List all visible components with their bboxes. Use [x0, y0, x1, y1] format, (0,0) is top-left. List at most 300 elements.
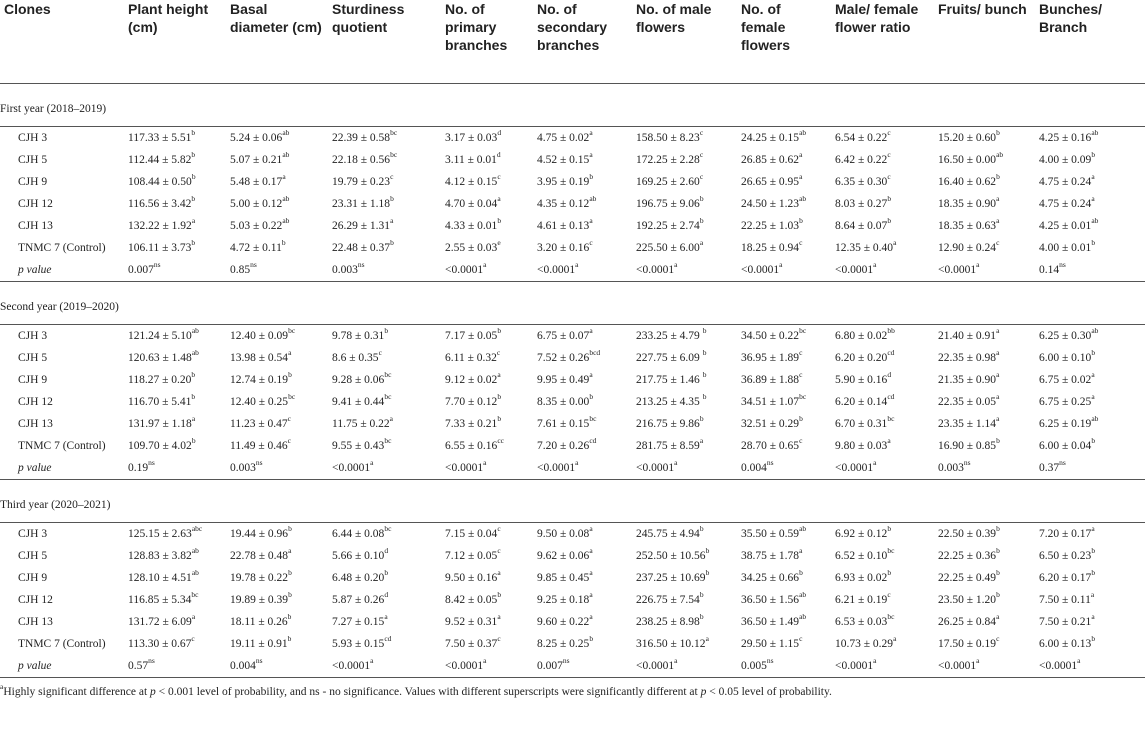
data-cell	[441, 545, 533, 567]
data-cell	[831, 523, 934, 546]
cell-superscript: a	[370, 656, 374, 666]
cell-superscript: b	[589, 634, 594, 644]
table-row	[0, 435, 1145, 457]
data-cell	[632, 523, 737, 546]
cell-superscript: a	[996, 194, 1000, 204]
cell-superscript: d	[384, 546, 389, 556]
cell-value: 4.70 ± 0.04	[445, 198, 498, 210]
data-cell	[632, 149, 737, 171]
footnote-text: Highly significant difference at	[3, 686, 151, 698]
cell-superscript: cc	[497, 436, 504, 446]
cell-superscript: bc	[887, 546, 895, 556]
data-cell	[124, 523, 226, 546]
cell-superscript: b	[1091, 436, 1096, 446]
clone-label: TNMC 7 (Control)	[18, 242, 106, 254]
data-cell	[441, 325, 533, 348]
cell-superscript: a	[674, 656, 678, 666]
cell-value: 5.90 ± 0.16	[835, 374, 888, 386]
p-value-row	[0, 655, 1145, 678]
clone-label: CJH 5	[18, 352, 48, 364]
cell-value: <0.0001	[445, 264, 484, 276]
spacer-row	[0, 480, 1145, 490]
cell-superscript: b	[191, 194, 196, 204]
data-cell	[533, 589, 632, 611]
cell-superscript: a	[589, 546, 593, 556]
data-cell	[441, 413, 533, 435]
cell-value: 6.55 ± 0.16	[445, 440, 498, 452]
cell-superscript: ns	[1059, 260, 1066, 270]
cell-value: <0.0001	[636, 462, 675, 474]
cell-value: 21.40 ± 0.91	[938, 330, 997, 342]
data-cell	[124, 149, 226, 171]
cell-value: 4.25 ± 0.01	[1039, 220, 1092, 232]
cell-value: 9.60 ± 0.22	[537, 616, 590, 628]
data-cell	[124, 347, 226, 369]
footnote-text: < 0.001 level of probability, and ns - no significance. Values with different superscripts were significantly different at	[155, 686, 701, 698]
data-cell	[737, 655, 831, 678]
cell-value: 8.6 ± 0.35	[332, 352, 379, 364]
cell-value: 9.12 ± 0.02	[445, 374, 498, 386]
cell-superscript: a	[1091, 612, 1095, 622]
data-cell	[934, 369, 1035, 391]
data-cell	[1035, 611, 1145, 633]
cell-value: 7.20 ± 0.17	[1039, 528, 1092, 540]
cell-value: 22.18 ± 0.56	[332, 154, 391, 166]
cell-superscript: b	[191, 370, 196, 380]
cell-superscript: a	[893, 634, 897, 644]
data-cell	[124, 611, 226, 633]
cell-value: 19.79 ± 0.23	[332, 176, 391, 188]
data-cell	[441, 215, 533, 237]
cell-superscript: ab	[191, 326, 199, 336]
data-cell	[226, 413, 328, 435]
cell-value: 36.50 ± 1.56	[741, 594, 800, 606]
cell-value: 6.35 ± 0.30	[835, 176, 888, 188]
data-cell	[1035, 149, 1145, 171]
cell-value: 0.19	[128, 462, 149, 474]
cell-value: 216.75 ± 9.86	[636, 418, 700, 430]
data-cell	[632, 633, 737, 655]
data-cell	[632, 259, 737, 282]
cell-superscript: a	[390, 216, 394, 226]
data-cell	[831, 567, 934, 589]
cell-superscript: a	[282, 172, 286, 182]
cell-value: 4.75 ± 0.02	[537, 132, 590, 144]
data-cell	[934, 611, 1035, 633]
clone-label: CJH 3	[18, 330, 48, 342]
data-cell	[831, 545, 934, 567]
data-cell	[632, 567, 737, 589]
data-cell	[737, 567, 831, 589]
data-cell	[328, 215, 441, 237]
cell-value: 5.24 ± 0.06	[230, 132, 283, 144]
header-row	[0, 0, 1145, 84]
section-title: Third year (2020–2021)	[0, 489, 1145, 523]
data-cell	[328, 589, 441, 611]
cell-value: 9.52 ± 0.31	[445, 616, 498, 628]
data-cell	[1035, 435, 1145, 457]
section-title: First year (2018–2019)	[0, 93, 1145, 127]
cell-value: 0.003	[938, 462, 964, 474]
cell-superscript: b	[705, 546, 710, 556]
data-cell	[533, 435, 632, 457]
cell-value: 7.61 ± 0.15	[537, 418, 590, 430]
cell-superscript: c	[996, 634, 1000, 644]
cell-superscript: c	[191, 634, 195, 644]
cell-value: 227.75 ± 6.09	[636, 352, 703, 364]
cell-superscript: ab	[799, 524, 807, 534]
cell-superscript: a	[699, 238, 704, 248]
data-cell	[831, 347, 934, 369]
cell-superscript: a	[996, 326, 1000, 336]
cell-value: 7.50 ± 0.21	[1039, 616, 1092, 628]
table-row	[0, 545, 1145, 567]
clone-label: TNMC 7 (Control)	[18, 638, 106, 650]
data-cell	[831, 127, 934, 150]
cell-value: 6.70 ± 0.31	[835, 418, 888, 430]
data-cell	[632, 369, 737, 391]
section-title: Second year (2019–2020)	[0, 291, 1145, 325]
clone-label: CJH 12	[18, 594, 53, 606]
cell-value: 9.95 ± 0.49	[537, 374, 590, 386]
cell-superscript: ab	[1091, 414, 1099, 424]
cell-superscript: ns	[357, 260, 365, 270]
cell-value: 237.25 ± 10.69	[636, 572, 706, 584]
data-cell	[831, 325, 934, 348]
data-cell	[226, 611, 328, 633]
cell-superscript: b	[996, 590, 1000, 600]
cell-superscript: c	[390, 172, 394, 182]
data-cell	[441, 611, 533, 633]
data-cell	[831, 215, 934, 237]
data-cell	[831, 259, 934, 282]
cell-value: 226.75 ± 7.54	[636, 594, 700, 606]
cell-superscript: a	[1091, 172, 1095, 182]
cell-superscript: a	[589, 612, 593, 622]
cell-superscript: cd	[887, 392, 895, 402]
cell-superscript: c	[497, 524, 501, 534]
cell-value: 108.44 ± 0.50	[128, 176, 192, 188]
cell-value: 22.25 ± 0.49	[938, 572, 997, 584]
cell-value: 131.97 ± 1.18	[128, 418, 192, 430]
cell-value: 12.90 ± 0.24	[938, 242, 997, 254]
cell-superscript: b	[996, 524, 1000, 534]
cell-value: 9.85 ± 0.45	[537, 572, 590, 584]
cell-value: 6.53 ± 0.03	[835, 616, 888, 628]
cell-value: 23.31 ± 1.18	[332, 198, 391, 210]
table-row	[0, 391, 1145, 413]
data-cell	[632, 655, 737, 678]
cell-value: 6.00 ± 0.10	[1039, 352, 1092, 364]
data-cell	[632, 413, 737, 435]
cell-superscript: bc	[799, 392, 807, 402]
cell-value: 252.50 ± 10.56	[636, 550, 706, 562]
data-cell	[226, 633, 328, 655]
cell-value: 6.80 ± 0.02	[835, 330, 888, 342]
cell-value: 22.78 ± 0.48	[230, 550, 289, 562]
cell-value: 28.70 ± 0.65	[741, 440, 800, 452]
cell-value: 117.33 ± 5.51	[128, 132, 192, 144]
cell-superscript: a	[589, 568, 593, 578]
cell-value: 18.25 ± 0.94	[741, 242, 800, 254]
cell-value: 32.51 ± 0.29	[741, 418, 800, 430]
cell-value: 9.50 ± 0.16	[445, 572, 498, 584]
cell-value: 6.11 ± 0.32	[445, 352, 497, 364]
cell-value: 34.25 ± 0.66	[741, 572, 800, 584]
cell-value: 18.35 ± 0.90	[938, 198, 997, 210]
cell-value: 9.55 ± 0.43	[332, 440, 385, 452]
cell-superscript: a	[996, 348, 1000, 358]
cell-superscript: d	[497, 128, 502, 138]
cell-value: 9.41 ± 0.44	[332, 396, 385, 408]
data-cell	[226, 127, 328, 150]
cell-superscript: ab	[799, 128, 807, 138]
p-value-label: p value	[0, 259, 124, 282]
cell-superscript: a	[589, 128, 593, 138]
data-cell	[632, 589, 737, 611]
cell-superscript: ns	[766, 656, 774, 666]
cell-superscript: c	[699, 172, 704, 182]
cell-superscript: ns	[562, 656, 570, 666]
cell-superscript: a	[996, 216, 1000, 226]
cell-value: 23.35 ± 1.14	[938, 418, 997, 430]
cell-value: 169.25 ± 2.60	[636, 176, 700, 188]
cell-value: 12.40 ± 0.25	[230, 396, 289, 408]
cell-value: 15.20 ± 0.60	[938, 132, 997, 144]
cell-value: 10.73 ± 0.29	[835, 638, 894, 650]
data-cell	[533, 259, 632, 282]
cell-value: 36.50 ± 1.49	[741, 616, 800, 628]
cell-superscript: b	[699, 590, 704, 600]
data-cell	[737, 347, 831, 369]
cell-value: 6.75 ± 0.02	[1039, 374, 1092, 386]
data-cell	[934, 633, 1035, 655]
cell-value: 6.00 ± 0.04	[1039, 440, 1092, 452]
data-cell	[124, 435, 226, 457]
cell-superscript: ns	[255, 656, 263, 666]
cell-superscript: a	[1091, 370, 1095, 380]
p-value-label: p value	[0, 457, 124, 480]
cell-superscript: b	[702, 370, 707, 380]
footnote-text: < 0.05 level of probability.	[706, 686, 832, 698]
data-cell	[328, 567, 441, 589]
data-cell	[533, 127, 632, 150]
cell-superscript: b	[996, 568, 1000, 578]
cell-value: <0.0001	[938, 660, 977, 672]
cell-value: 128.83 ± 3.82	[128, 550, 192, 562]
cell-superscript: b	[1091, 634, 1096, 644]
table-body	[0, 84, 1145, 678]
cell-value: 23.50 ± 1.20	[938, 594, 997, 606]
cell-value: 8.42 ± 0.05	[445, 594, 498, 606]
cell-value: 12.35 ± 0.40	[835, 242, 894, 254]
table-footnote	[0, 678, 1145, 698]
cell-superscript: b	[1091, 348, 1096, 358]
cell-value: 19.11 ± 0.91	[230, 638, 288, 650]
cell-value: 0.007	[128, 264, 154, 276]
data-cell	[533, 149, 632, 171]
cell-value: 12.74 ± 0.19	[230, 374, 289, 386]
data-cell	[533, 655, 632, 678]
cell-superscript: b	[887, 194, 892, 204]
cell-value: 34.51 ± 1.07	[741, 396, 800, 408]
cell-superscript: a	[1091, 194, 1095, 204]
cell-value: 6.00 ± 0.13	[1039, 638, 1092, 650]
cell-superscript: c	[799, 436, 803, 446]
data-cell	[124, 567, 226, 589]
cell-superscript: ns	[255, 458, 263, 468]
cell-value: 7.15 ± 0.04	[445, 528, 498, 540]
cell-superscript: b	[699, 524, 704, 534]
cell-value: 9.28 ± 0.06	[332, 374, 385, 386]
cell-value: 4.61 ± 0.13	[537, 220, 590, 232]
data-cell	[441, 457, 533, 480]
cell-value: 132.22 ± 1.92	[128, 220, 192, 232]
cell-value: 116.85 ± 5.34	[128, 594, 192, 606]
cell-superscript: c	[589, 238, 593, 248]
cell-value: 217.75 ± 1.46	[636, 374, 703, 386]
cell-superscript: a	[873, 458, 877, 468]
data-cell	[328, 171, 441, 193]
data-cell	[441, 589, 533, 611]
clone-label: CJH 9	[18, 572, 48, 584]
cell-superscript: b	[702, 326, 707, 336]
data-cell	[737, 457, 831, 480]
cell-superscript: abc	[191, 524, 203, 534]
data-cell	[226, 149, 328, 171]
section-header-row	[0, 93, 1145, 127]
cell-value: 8.35 ± 0.00	[537, 396, 590, 408]
table-row	[0, 369, 1145, 391]
cell-superscript: ns	[766, 458, 774, 468]
cell-value: 16.40 ± 0.62	[938, 176, 997, 188]
cell-superscript: b	[287, 612, 292, 622]
col-header: Clones	[0, 0, 124, 84]
data-cell	[831, 369, 934, 391]
table-row	[0, 347, 1145, 369]
data-cell	[632, 611, 737, 633]
cell-value: 8.25 ± 0.25	[537, 638, 590, 650]
cell-value: 116.56 ± 3.42	[128, 198, 192, 210]
data-cell	[124, 545, 226, 567]
col-header: Basal diameter (cm)	[226, 0, 328, 84]
cell-superscript: bc	[384, 436, 392, 446]
cell-superscript: a	[483, 458, 487, 468]
cell-value: 18.11 ± 0.26	[230, 616, 288, 628]
data-cell	[124, 413, 226, 435]
data-cell	[632, 457, 737, 480]
data-cell	[328, 259, 441, 282]
cell-value: <0.0001	[332, 660, 371, 672]
cell-superscript: a	[996, 612, 1000, 622]
data-cell	[328, 193, 441, 215]
data-cell	[533, 369, 632, 391]
cell-superscript: a	[288, 546, 292, 556]
data-cell	[533, 633, 632, 655]
cell-superscript: c	[378, 348, 382, 358]
data-cell	[124, 325, 226, 348]
p-value-row	[0, 457, 1145, 480]
cell-superscript: ab	[191, 546, 199, 556]
cell-value: <0.0001	[835, 264, 874, 276]
cell-superscript: d	[384, 590, 389, 600]
cell-value: 0.003	[230, 462, 256, 474]
data-cell	[1035, 545, 1145, 567]
cell-superscript: a	[1091, 392, 1095, 402]
data-cell	[328, 369, 441, 391]
cell-superscript: c	[699, 128, 704, 138]
data-cell	[934, 259, 1035, 282]
data-cell	[226, 391, 328, 413]
data-cell	[328, 611, 441, 633]
cell-value: 6.20 ± 0.20	[835, 352, 888, 364]
table-row	[0, 413, 1145, 435]
cell-superscript: ab	[799, 194, 807, 204]
cell-superscript: b	[699, 216, 704, 226]
cell-superscript: b	[191, 150, 196, 160]
cell-superscript: ab	[799, 590, 807, 600]
data-cell	[831, 611, 934, 633]
cell-superscript: b	[705, 568, 710, 578]
cell-value: 4.12 ± 0.15	[445, 176, 498, 188]
col-header: Bunches/ Branch	[1035, 0, 1145, 84]
data-cell	[632, 215, 737, 237]
cell-superscript: bc	[390, 150, 398, 160]
clone-label: CJH 9	[18, 176, 48, 188]
cell-superscript: b	[996, 436, 1000, 446]
data-cell	[934, 237, 1035, 259]
clone-label: CJH 13	[18, 616, 53, 628]
cell-superscript: a	[799, 150, 803, 160]
data-cell	[1035, 655, 1145, 678]
cell-superscript: c	[497, 546, 501, 556]
data-cell	[533, 567, 632, 589]
cell-superscript: c	[887, 150, 891, 160]
cell-value: 22.48 ± 0.37	[332, 242, 391, 254]
cell-value: 16.90 ± 0.85	[938, 440, 997, 452]
data-cell	[533, 215, 632, 237]
cell-superscript: b	[384, 326, 389, 336]
data-cell	[831, 435, 934, 457]
cell-value: 0.004	[741, 462, 767, 474]
cell-value: 36.95 ± 1.89	[741, 352, 800, 364]
cell-superscript: b	[1091, 568, 1096, 578]
cell-value: 38.75 ± 1.78	[741, 550, 800, 562]
cell-value: 213.25 ± 4.35	[636, 396, 703, 408]
table-row	[0, 237, 1145, 259]
table-row	[0, 589, 1145, 611]
cell-value: 12.40 ± 0.09	[230, 330, 289, 342]
col-header: No. of female flowers	[737, 0, 831, 84]
cell-value: 6.75 ± 0.07	[537, 330, 590, 342]
data-cell	[632, 391, 737, 413]
col-header: No. of secondary branches	[533, 0, 632, 84]
data-cell	[226, 589, 328, 611]
data-cell	[328, 149, 441, 171]
cell-value: 4.33 ± 0.01	[445, 220, 498, 232]
cell-value: 6.93 ± 0.02	[835, 572, 888, 584]
data-cell	[737, 171, 831, 193]
cell-superscript: b	[799, 414, 803, 424]
data-cell	[328, 545, 441, 567]
cell-superscript: d	[496, 150, 501, 160]
data-cell	[632, 435, 737, 457]
cell-superscript: bc	[191, 590, 199, 600]
p-value-row	[0, 259, 1145, 282]
cell-superscript: a	[191, 216, 196, 226]
data-cell	[632, 171, 737, 193]
cell-value: 4.00 ± 0.01	[1039, 242, 1092, 254]
